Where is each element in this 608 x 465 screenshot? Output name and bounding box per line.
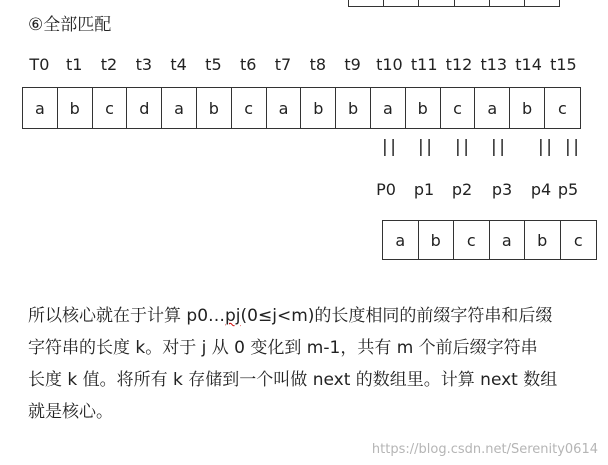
text-char-cell: b xyxy=(336,88,371,128)
text-char-cell: b xyxy=(58,88,93,128)
text-char-cell: a xyxy=(23,88,58,128)
pattern-index-label: p4 xyxy=(530,180,552,199)
text-index-label: t3 xyxy=(135,55,153,74)
text-index-label: t10 xyxy=(376,55,403,74)
match-mark: || xyxy=(562,137,580,157)
pattern-char-cell: c xyxy=(573,230,583,250)
text-index-label: t6 xyxy=(239,55,257,74)
pattern-char-cell: c xyxy=(454,221,490,259)
text-index-label: t15 xyxy=(550,55,577,74)
line1-text-a: 所以核心就在于计算 p0… xyxy=(28,306,226,326)
text-char-cell: b xyxy=(197,88,232,128)
line1-underlined: pj xyxy=(225,306,241,326)
pattern-char-cell: a xyxy=(383,221,419,259)
pattern-char-cell: b xyxy=(419,221,455,259)
text-index-label: t13 xyxy=(480,55,508,74)
text-index-label: T0 xyxy=(29,55,50,74)
section-heading: ⑥全部匹配 xyxy=(28,15,112,35)
text-char-cell: c xyxy=(93,88,128,128)
match-mark: || xyxy=(452,137,470,157)
text-index-label: t7 xyxy=(274,55,292,74)
text-index-label: t11 xyxy=(410,55,438,74)
pattern-index-label: p5 xyxy=(557,180,579,199)
text-char-cell: a xyxy=(475,88,510,128)
match-mark: || xyxy=(488,137,506,157)
match-marks-row xyxy=(0,137,608,161)
text-index-label: t12 xyxy=(445,55,473,74)
text-char-cell: c xyxy=(441,88,476,128)
text-char-cell: a xyxy=(371,88,406,128)
text-char-cell: c xyxy=(557,98,567,118)
text-index-label: t5 xyxy=(205,55,222,74)
previous-table-edge xyxy=(348,0,560,7)
paragraph-line-2: 字符串的长度 k。对于 j 从 0 变化到 m-1，共有 m 个前后缀字符串 xyxy=(28,338,538,358)
explanation-paragraph xyxy=(28,300,598,428)
text-index-label: t8 xyxy=(309,55,327,74)
text-string-table xyxy=(22,87,581,129)
text-char-cell: b xyxy=(406,88,441,128)
text-char-cell: b xyxy=(301,88,336,128)
pattern-index-label: p1 xyxy=(413,180,435,199)
paragraph-line-4: 就是核心。 xyxy=(28,402,113,422)
pattern-index-label: P0 xyxy=(376,180,396,199)
pattern-char-cell: b xyxy=(525,221,561,259)
match-mark: || xyxy=(415,137,433,157)
pattern-index-labels xyxy=(0,180,608,202)
text-index-label: t1 xyxy=(65,55,83,74)
line1-text-b: (0≤j<m)的长度相同的前缀字符串和后缀 xyxy=(240,306,553,326)
text-index-label: t14 xyxy=(515,55,542,74)
pattern-char-cell: a xyxy=(490,221,526,259)
paragraph-line-3: 长度 k 值。将所有 k 存储到一个叫做 next 的数组里。计算 next 数组 xyxy=(28,370,558,390)
paragraph-line-1 xyxy=(28,300,598,332)
text-index-labels xyxy=(0,55,608,77)
text-char-cell: a xyxy=(267,88,302,128)
text-index-label: t9 xyxy=(344,55,361,74)
match-mark: || xyxy=(535,137,553,157)
pattern-index-label: p3 xyxy=(491,180,513,199)
text-char-cell: a xyxy=(162,88,197,128)
text-char-cell: b xyxy=(510,88,545,128)
text-index-label: t2 xyxy=(100,55,118,74)
text-char-cell: d xyxy=(127,88,162,128)
pattern-index-label: p2 xyxy=(451,180,473,199)
pattern-string-table xyxy=(382,220,597,260)
match-mark: || xyxy=(379,137,397,157)
text-index-label: t4 xyxy=(170,55,187,74)
watermark: https://blog.csdn.net/Serenity0614 xyxy=(371,442,598,457)
text-char-cell: c xyxy=(232,88,267,128)
